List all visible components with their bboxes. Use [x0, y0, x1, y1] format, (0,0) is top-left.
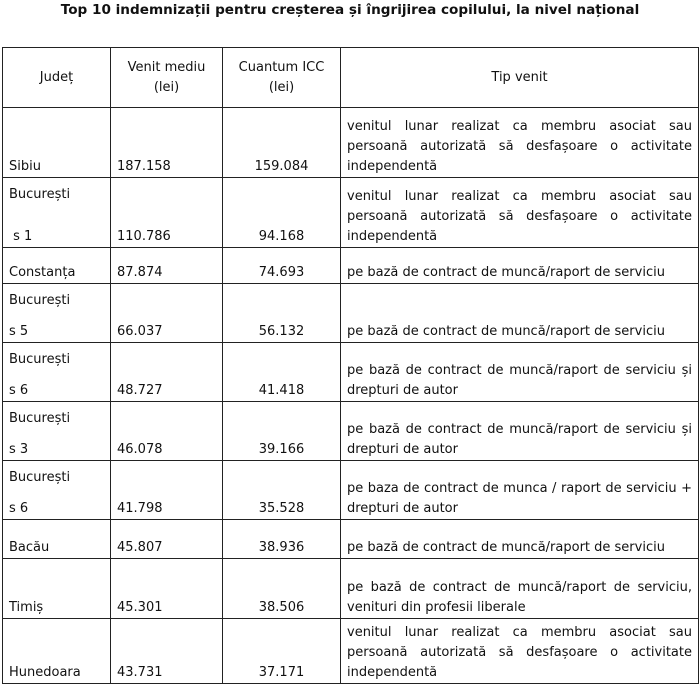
cell-judet: Sibiu	[3, 108, 111, 178]
table-row	[3, 559, 699, 619]
cell-cuantum: 37.171	[223, 619, 341, 684]
cell-judet: Timiș	[3, 559, 111, 619]
cell-tip-venit: pe bază de contract de muncă/raport de serviciu și drepturi de autor	[341, 402, 699, 461]
cell-tip-venit: pe bază de contract de muncă/raport de serviciu	[341, 248, 699, 284]
table-row	[3, 343, 699, 402]
cell-cuantum: 94.168	[223, 178, 341, 248]
cell-judet: Hunedoara	[3, 619, 111, 684]
cell-tip-venit: pe baza de contract de munca / raport de serviciu + drepturi de autor	[341, 461, 699, 520]
cell-venit: 41.798	[111, 461, 223, 520]
cell-judet: București s 3	[3, 402, 111, 461]
page-title: Top 10 indemnizații pentru creșterea și îngrijirea copilului, la nivel național	[60, 2, 640, 18]
header-venit: Venit mediu (lei)	[111, 48, 223, 108]
cell-venit: 43.731	[111, 619, 223, 684]
cell-venit: 45.301	[111, 559, 223, 619]
cell-venit: 66.037	[111, 284, 223, 343]
cell-tip-venit: venitul lunar realizat ca membru asociat sau persoană autorizată să desfașoare o activitate independentă	[341, 178, 699, 248]
cell-venit: 48.727	[111, 343, 223, 402]
cell-judet: București s 5	[3, 284, 111, 343]
cell-tip-venit: venitul lunar realizat ca membru asociat sau persoană autorizată să desfașoare o activitate independentă	[341, 108, 699, 178]
cell-cuantum: 39.166	[223, 402, 341, 461]
cell-cuantum: 41.418	[223, 343, 341, 402]
cell-tip-venit: pe bază de contract de muncă/raport de serviciu și drepturi de autor	[341, 343, 699, 402]
header-judet: Județ	[3, 48, 111, 108]
cell-tip-venit: venitul lunar realizat ca membru asociat sau persoană autorizată să desfașoare o activitate independentă	[341, 619, 699, 684]
cell-judet: București s 1	[3, 178, 111, 248]
cell-cuantum: 35.528	[223, 461, 341, 520]
cell-venit: 45.807	[111, 520, 223, 559]
cell-venit: 110.786	[111, 178, 223, 248]
cell-cuantum: 56.132	[223, 284, 341, 343]
cell-judet: Constanța	[3, 248, 111, 284]
cell-judet: București s 6	[3, 343, 111, 402]
cell-venit: 187.158	[111, 108, 223, 178]
header-tip: Tip venit	[341, 48, 699, 108]
cell-tip-venit: pe bază de contract de muncă/raport de serviciu	[341, 520, 699, 559]
cell-cuantum: 74.693	[223, 248, 341, 284]
table-row	[3, 619, 699, 684]
cell-judet: Bacău	[3, 520, 111, 559]
cell-cuantum: 38.506	[223, 559, 341, 619]
cell-cuantum: 159.084	[223, 108, 341, 178]
cell-judet: București s 6	[3, 461, 111, 520]
table-row	[3, 178, 699, 248]
table-row	[3, 520, 699, 559]
header-cuantum: Cuantum ICC (lei)	[223, 48, 341, 108]
cell-venit: 87.874	[111, 248, 223, 284]
cell-tip-venit: pe bază de contract de muncă/raport de serviciu, venituri din profesii liberale	[341, 559, 699, 619]
table-row	[3, 284, 699, 343]
cell-cuantum: 38.936	[223, 520, 341, 559]
header-row	[3, 48, 699, 108]
table-row	[3, 248, 699, 284]
table-row	[3, 461, 699, 520]
table-row	[3, 402, 699, 461]
table-row	[3, 108, 699, 178]
cell-venit: 46.078	[111, 402, 223, 461]
indemnity-table	[2, 47, 699, 684]
cell-tip-venit: pe bază de contract de muncă/raport de serviciu	[341, 284, 699, 343]
